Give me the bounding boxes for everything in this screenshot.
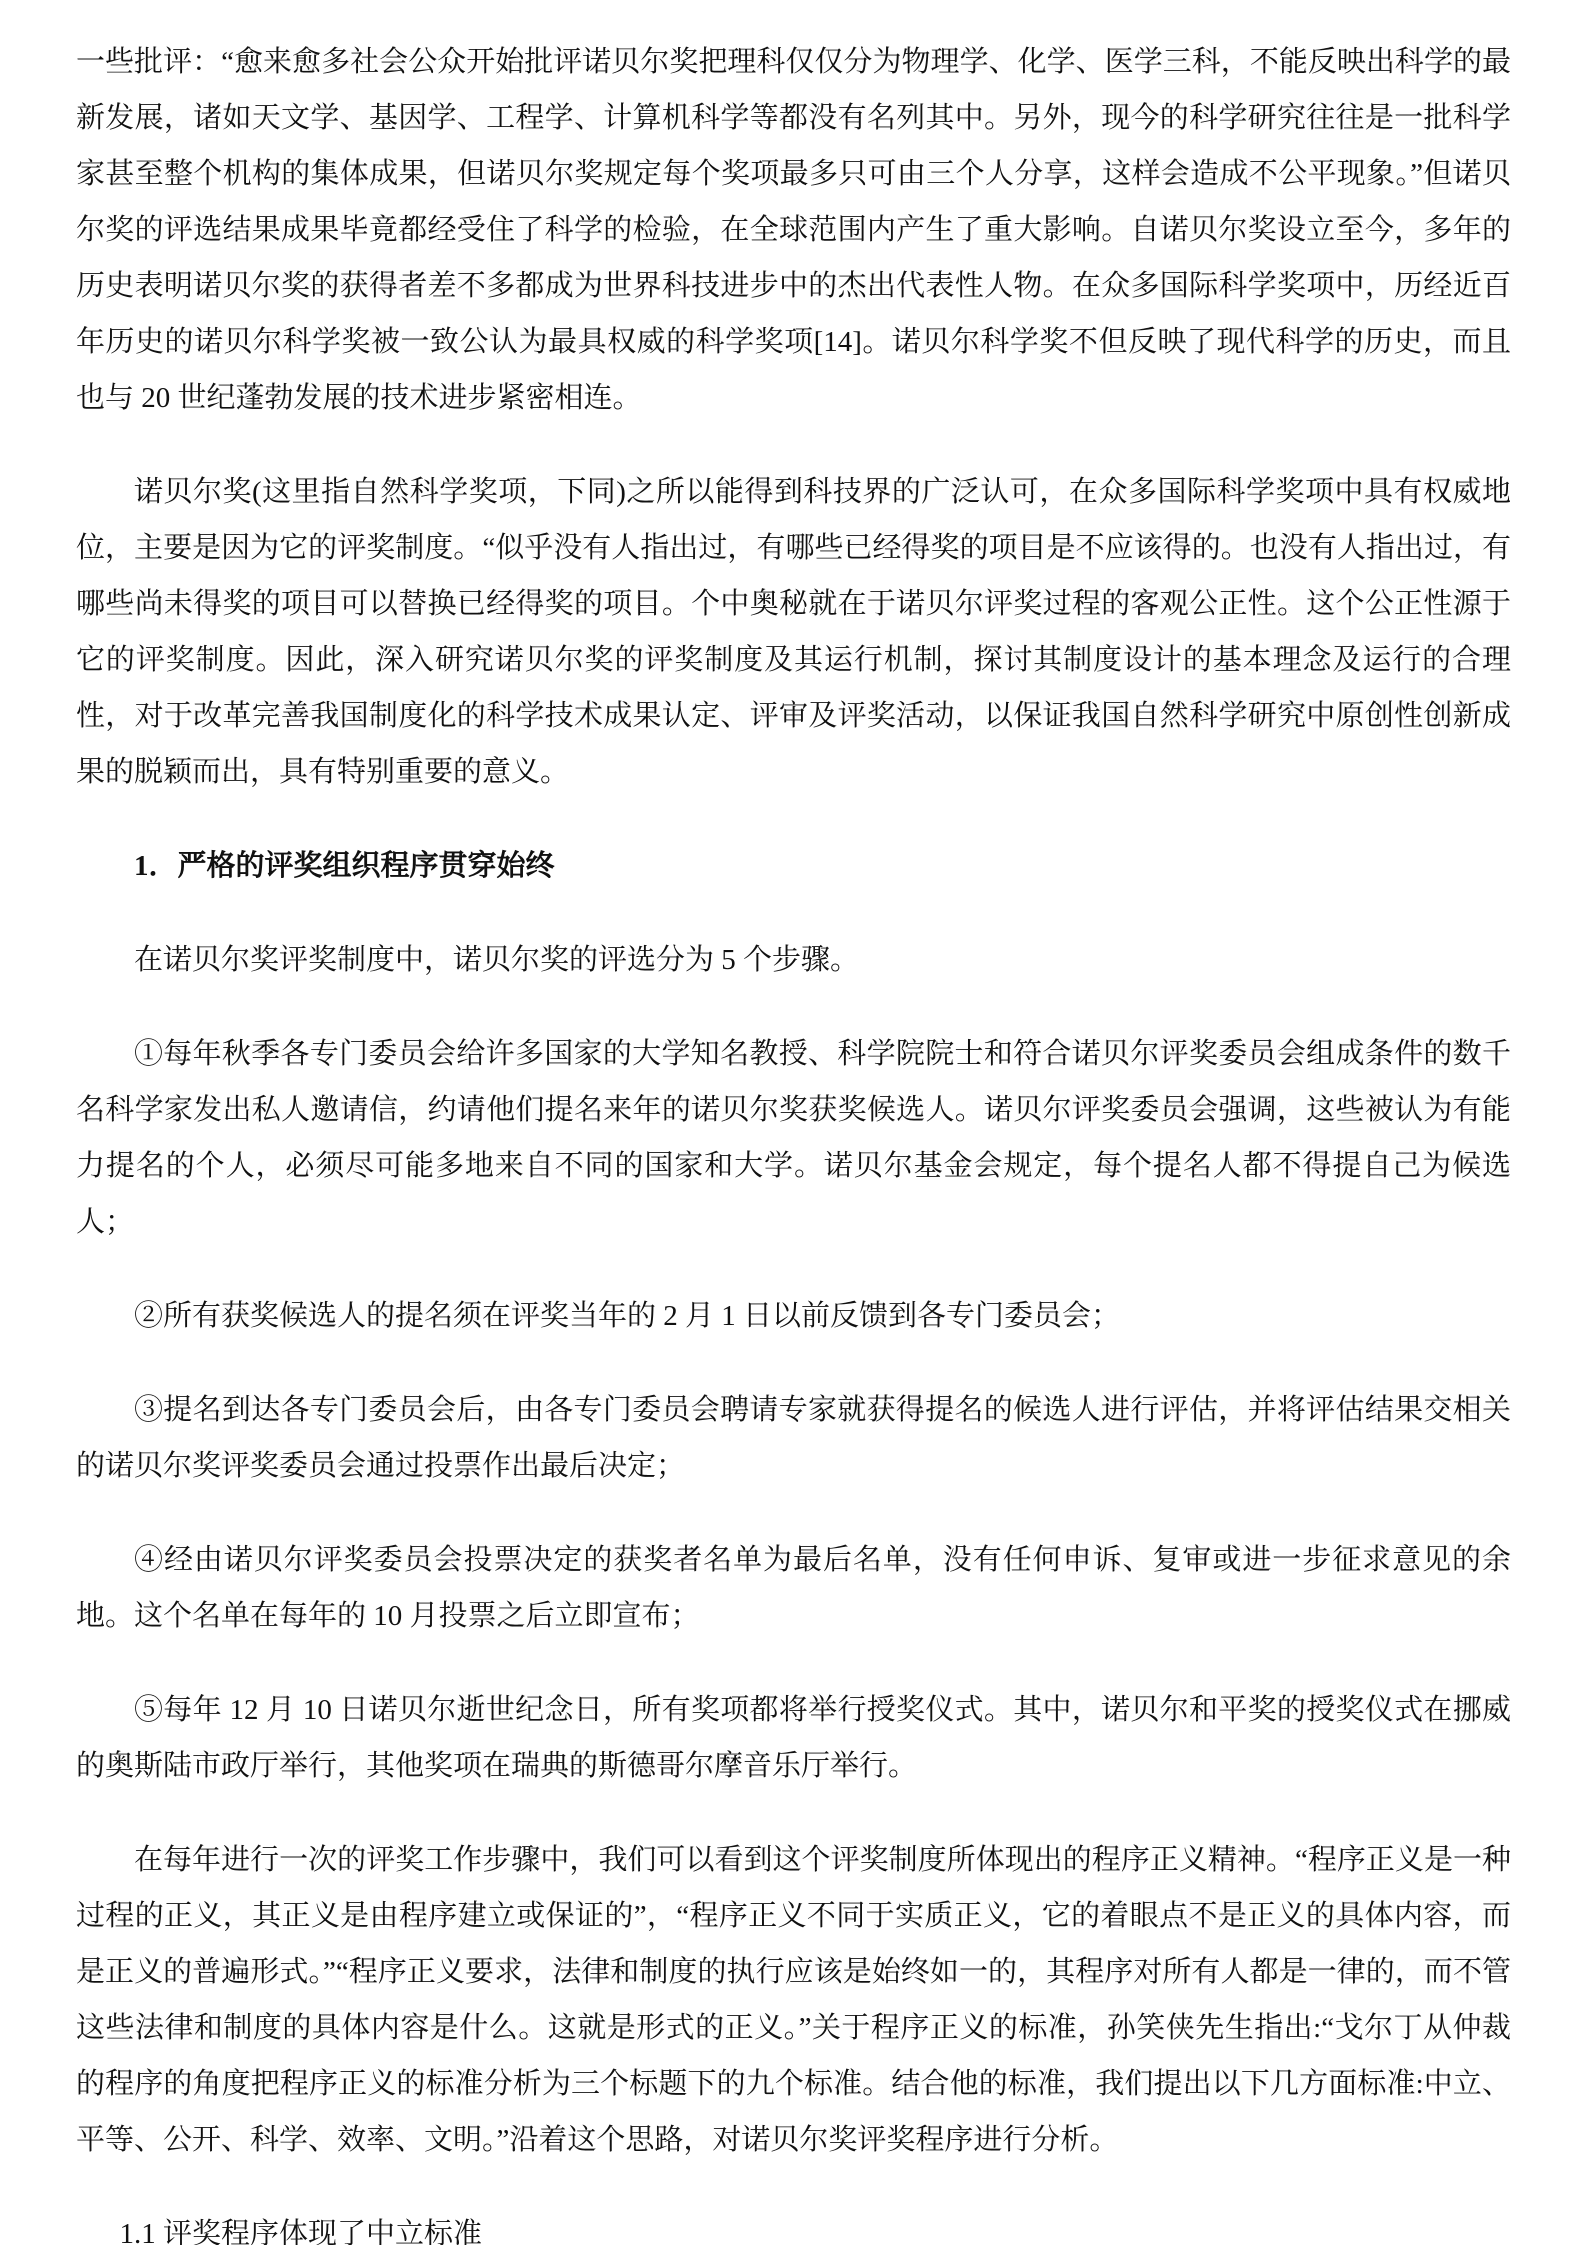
paragraph: ⑤每年 12 月 10 日诺贝尔逝世纪念日，所有奖项都将举行授奖仪式。其中，诺贝尔和平奖的授奖仪式在挪威的奥斯陆市政厅举行，其他奖项在瑞典的斯德哥尔摩音乐厅举行。 <box>76 1694 1511 1782</box>
paragraph: ③提名到达各专门委员会后，由各专门委员会聘请专家就获得提名的候选人进行评估，并将评估结果交相关的诺贝尔奖评奖委员会通过投票作出最后决定； <box>76 1394 1511 1482</box>
paragraph: ①每年秋季各专门委员会给许多国家的大学知名教授、科学院院士和符合诺贝尔评奖委员会组成条件的数千名科学家发出私人邀请信，约请他们提名来年的诺贝尔奖获奖候选人。诺贝尔评奖委员会强调，这些被认为有能力提名的个人，必须尽可能多地来自不同的国家和大学。诺贝尔基金会规定，每个提名人都不得提自己为候选人； <box>76 1038 1511 1238</box>
paragraph: 一些批评：“愈来愈多社会公众开始批评诺贝尔奖把理科仅仅分为物理学、化学、医学三科，不能反映出科学的最新发展，诸如天文学、基因学、工程学、计算机科学等都没有名列其中。另外，现今的科学研究往往是一批科学家甚至整个机构的集体成果，但诺贝尔奖规定每个奖项最多只可由三个人分享，这样会造成不公平现象。”但诺贝尔奖的评选结果成果毕竟都经受住了科学的检验，在全球范围内产生了重大影响。自诺贝尔奖设立至今，多年的历史表明诺贝尔奖的获得者差不多都成为世界科技进步中的杰出代表性人物。在众多国际科学奖项中，历经近百年历史的诺贝尔科学奖被一致公认为最具权威的科学奖项[14]。诺贝尔科学奖不但反映了现代科学的历史，而且也与 20 世纪蓬勃发展的技术进步紧密相连。 <box>76 46 1511 414</box>
paragraph: 在每年进行一次的评奖工作步骤中，我们可以看到这个评奖制度所体现出的程序正义精神。“程序正义是一种过程的正义，其正义是由程序建立或保证的”，“程序正义不同于实质正义，它的着眼点不是正义的具体内容，而是正义的普遍形式。”“程序正义要求，法律和制度的执行应该是始终如一的，其程序对所有人都是一律的，而不管这些法律和制度的具体内容是什么。这就是形式的正义。”关于程序正义的标准，孙笑侠先生指出:“戈尔丁从仲裁的程序的角度把程序正义的标准分析为三个标题下的九个标准。结合他的标准，我们提出以下几方面标准:中立、平等、公开、科学、效率、文明。”沿着这个思路，对诺贝尔奖评奖程序进行分析。 <box>76 1844 1511 2156</box>
paragraph: 在诺贝尔奖评奖制度中，诺贝尔奖的评选分为 5 个步骤。 <box>134 944 860 976</box>
paragraph: ④经由诺贝尔评奖委员会投票决定的获奖者名单为最后名单，没有任何申诉、复审或进一步征求意见的余地。这个名单在每年的 10 月投票之后立即宣布； <box>76 1544 1511 1632</box>
subsection-heading: 1.1 评奖程序体现了中立标准 <box>119 2218 483 2245</box>
document-content <box>76 34 1511 2245</box>
paragraph: ②所有获奖候选人的提名须在评奖当年的 2 月 1 日以前反馈到各专门委员会； <box>134 1300 1121 1332</box>
paragraph: 诺贝尔奖(这里指自然科学奖项，下同)之所以能得到科技界的广泛认可，在众多国际科学奖项中具有权威地位，主要是因为它的评奖制度。“似乎没有人指出过，有哪些已经得奖的项目是不应该得的。也没有人指出过，有哪些尚未得奖的项目可以替换已经得奖的项目。个中奥秘就在于诺贝尔评奖过程的客观公正性。这个公正性源于它的评奖制度。因此，深入研究诺贝尔奖的评奖制度及其运行机制，探讨其制度设计的基本理念及运行的合理性，对于改革完善我国制度化的科学技术成果认定、评审及评奖活动，以保证我国自然科学研究中原创性创新成果的脱颖而出，具有特别重要的意义。 <box>76 476 1511 788</box>
section-heading: 1．严格的评奖组织程序贯穿始终 <box>134 850 555 882</box>
